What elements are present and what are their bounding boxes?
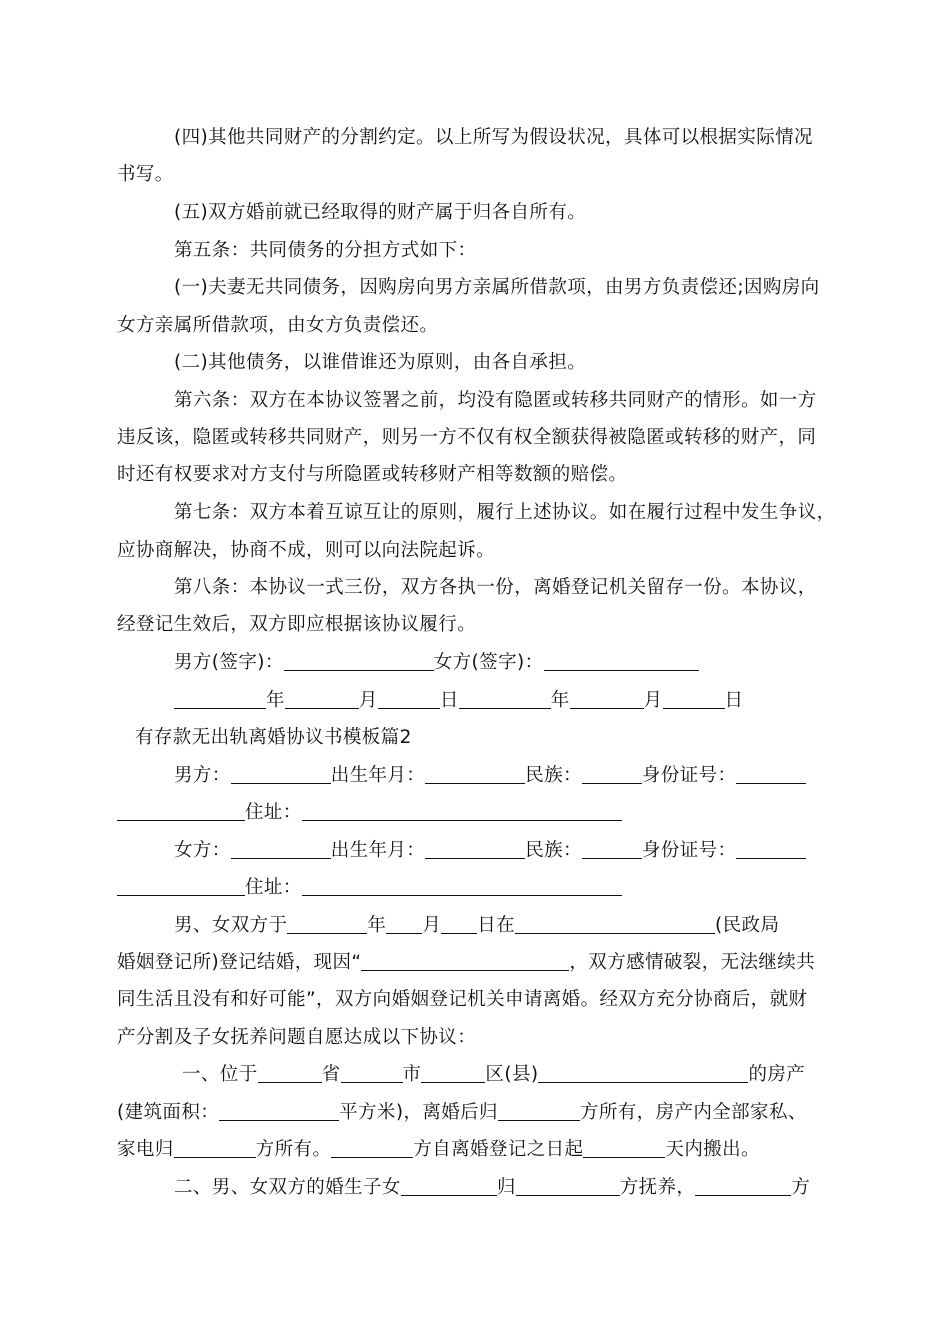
signature-date-line [174, 689, 837, 713]
article-8-line-1: 第八条：本协议一式三份，双方各执一份，离婚登记机关留存一份。本协议， [174, 577, 817, 598]
debt-item-1-line-1: (一)夫妻无共同债务，因购房向男方亲属所借款项，由男方负责偿还;因购房向 [174, 277, 820, 298]
article-6-line-1: 第六条：双方在本协议签署之前，均没有隐匿或转移共同财产的情形。如一方 [174, 390, 817, 411]
female-info-line-1: 女方： 出生年月： 民族： 身份证号： [174, 839, 837, 863]
male-signature-label: 男方(签字)： [174, 652, 284, 673]
female-signature-blank [544, 652, 699, 671]
year-label: 年 [266, 690, 285, 711]
paragraph-4-line-1: (四)其他共同财产的分割约定。以上所写为假设状况，具体可以根据实际情况 [174, 127, 813, 148]
marriage-line-3: 同生活且没有和好可能”，双方向婚姻登记机关申请离婚。经双方充分协商后，就财 [117, 989, 808, 1010]
month-label: 月 [358, 690, 378, 711]
house-line-1: 一、位于 省 市 区(县) 的房产 [182, 1064, 806, 1085]
house-line-3: 家电归 方所有。 方自离婚登记之日起 天内搬出。 [117, 1139, 760, 1160]
female-signature-label: 女方(签字)： [433, 652, 544, 673]
day-label: 日 [439, 690, 459, 711]
child-line-1: 二、男、女双方的婚生子女 归 方抚养， 方 [174, 1177, 811, 1198]
article-7-line-2: 应协商解决，协商不成，则可以向法院起诉。 [117, 540, 496, 561]
marriage-line-4: 产分割及子女抚养问题自愿达成以下协议： [117, 1027, 477, 1048]
paragraph-5: (五)双方婚前就已经取得的财产属于归各自所有。 [174, 202, 587, 223]
month-label: 月 [643, 690, 663, 711]
marriage-line-2: 婚姻登记所)登记结婚，现因“ ，双方感情破裂，无法继续共 [117, 952, 816, 973]
debt-item-2: (二)其他债务，以谁借谁还为原则，由各自承担。 [174, 352, 587, 373]
marriage-line-1: 男、女双方于 年 月 日在 (民政局 [174, 915, 780, 936]
day-label: 日 [724, 690, 744, 711]
article-6-line-3: 时还有权要求对方支付与所隐匿或转移财产相等数额的赔偿。 [117, 464, 628, 485]
article-7-line-1: 第七条：双方本着互谅互让的原则，履行上述协议。如在履行过程中发生争议， [174, 502, 836, 523]
house-line-2: (建筑面积： 平方米)，离婚后归 方所有，房产内全部家私、 [117, 1102, 807, 1123]
section-title-2: 有存款无出轨离婚协议书模板篇2 [135, 727, 412, 748]
article-8-line-2: 经登记生效后，双方即应根据该协议履行。 [117, 614, 477, 635]
male-info-line-1: 男方： 出生年月： 民族： 身份证号： [174, 764, 837, 788]
year-label: 年 [550, 690, 570, 711]
debt-item-1-line-2: 女方亲属所借款项，由女方负责偿还。 [117, 315, 439, 336]
signature-line [174, 651, 837, 675]
article-5-heading: 第五条：共同债务的分担方式如下： [174, 240, 477, 261]
female-info-line-2: 住址： [117, 876, 837, 900]
male-info-line-2: 住址： [117, 801, 837, 825]
paragraph-4-line-2: 书写。 [117, 164, 174, 185]
male-signature-blank [284, 652, 434, 671]
article-6-line-2: 违反该，隐匿或转移共同财产，则另一方不仅有权全额获得被隐匿或转移的财产，同 [117, 427, 817, 448]
